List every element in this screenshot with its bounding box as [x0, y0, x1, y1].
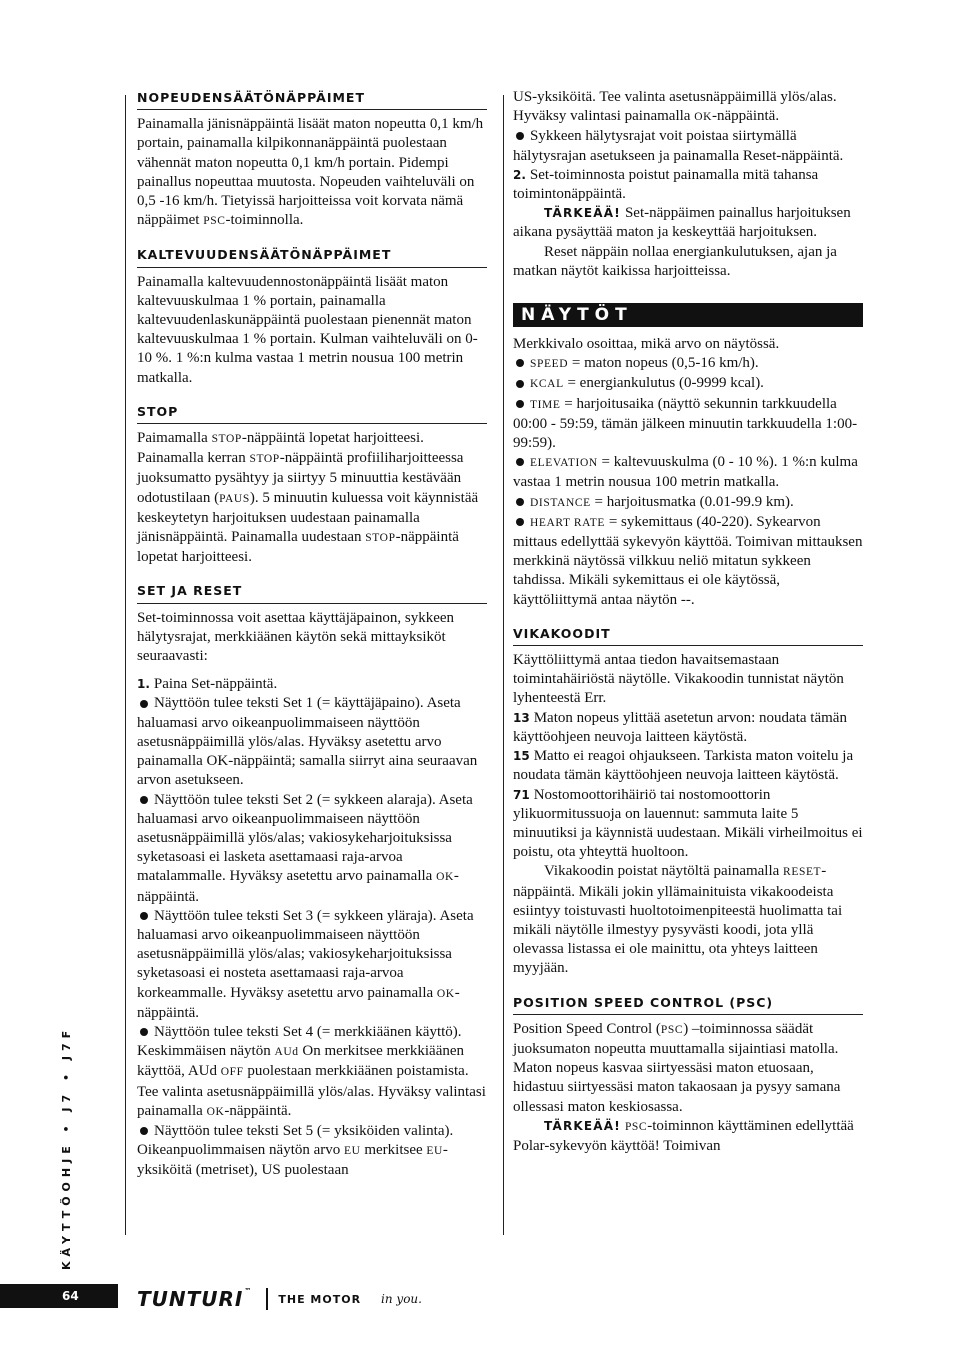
paragraph-setreset-intro: Set-toiminnossa voit asettaa käyttäjäpainon, sykkeen hälytysrajat, merkkiäänen käytön sekä mittayksiköt seuraavasti:: [137, 609, 455, 665]
paragraph-psc: Position Speed Control (PSC) –toiminnossa säädät juoksumaton nopeutta muuttamalla sijaintiasi matolla. Maton nopeus kasvaa siirtyessäsi maton etuosaan, hidastuu siirtyessäsi maton takaosaan ja pysyy samana ollessasi maton keskiosassa.: [513, 1020, 841, 1115]
bullet-alarm-reset: Sykkeen hälytysrajat voit poistaa siirtymällä hälytysrajan asetukseen ja painamalla Reset-näppäintä.: [513, 128, 844, 164]
left-column: [137, 88, 487, 1195]
paragraph-stop: Paimamalla STOP-näppäintä lopetat harjoitteesi. Painamalla kerran STOP-näppäintä profiiliharjoitteessa juoksumatto pysähtyy ja siirtyy 5 minuuttia kestävään odotustilaan (PAUS). 5 minuutin kuluessa voit käynnistää keskeytetyn harjoituksen uudestaan painamalla jänisnäppäintä. Painamalla uudestaan STOP-näppäintä lopetat harjoitteesi.: [137, 430, 479, 566]
note-reset: Reset näppäin nollaa energiankulutuksen, ajan ja matkan näytöt kaikissa harjoitteissa.: [513, 243, 837, 279]
note-psc-tarkeaa: TÄRKEÄÄ! PSC-toiminnon käyttäminen edellyttää Polar-sykevyön käyttöä! Toimivan: [513, 1117, 854, 1154]
paragraph-kaltevuus: Painamalla kaltevuudennostonäppäintä lisäät maton kaltevuuskulmaa 1 % portain, painamalla kaltevuudenlaskunäppäintä puolestaan pienennät maton kaltevuuskulmaa 1 % portain. Kulman vaihteluväli on 0-10 %. 1 %:n kulma vastaa 1 metrin nousua 100 metrin matkalla.: [137, 273, 478, 386]
display-item-elevation: ELEVATION = kaltevuuskulma (0 - 10 %). 1 %:n kulma vastaa 1 metrin nousua 100 metrin matkalla.: [513, 454, 858, 491]
banner-naytot: NÄYTÖT: [513, 303, 863, 327]
footer-divider: [266, 1288, 268, 1310]
display-item-distance: DISTANCE = harjoitusmatka (0.01-99.9 km).: [513, 493, 863, 513]
bullet-icon: [140, 700, 148, 708]
bullet-set3: Näyttöön tulee teksti Set 3 (= sykkeen yläraja). Aseta haluamasi arvo oikeanpuolimmaiseen näyttöön asetusnäppäimillä ylös/alas; vakiosykeharjoituksissa syketasoasi ei nosteta asettamaasi raja-arvoa korkeammalle. Hyväksy asetettu arvo painamalla OK-näppäintä.: [137, 907, 474, 1021]
error-code-71: 71 Nostomoottorihäiriö tai nostomoottorin ylikuormitussuoja on lauennut: sammuta laite 5 minuutiksi ja käynnistä uudestaan. Mikäli virheilmoitus ei poistu, ota yhteyttä huoltoon.: [513, 786, 863, 861]
section-setreset: [137, 581, 487, 1180]
display-item-heart-rate: HEART RATE = sykemittaus (40-220). Sykearvon mittaus edellyttää sykevyön käyttöä. Toimivan mittauksen merkkinä näytössä vilkkuu neliö mitatun sykkeen tahdissa. Mikäli sykemittaus ei ole käytössä, käyttöliittymä antaa näytön --.: [513, 513, 863, 608]
bullet-set1: Näyttöön tulee teksti Set 1 (= käyttäjäpaino). Aseta haluamasi arvo oikeanpuolimmaiseen näyttöön asetusnäppäimillä ylös/alas. Hyväksy asetettu arvo painamalla OK-näppäintä; samalla siirryt aina seuraavan arvon asetukseen.: [137, 695, 478, 789]
paragraph-nopeus: Painamalla jänisnäppäintä lisäät maton nopeutta 0,1 km/h portain, painamalla kilpikonnanäppäintä puolestaan vähennät maton nopeutta 0,1 km/h portain. Pidempi painallus nopeuttaa muutosta. Nopeuden vaihteluväli on 0,5 -16 km/h. Tietyissä harjoitteissa voit korvata nämä näppäimet PSC-toiminnolla.: [137, 116, 484, 229]
footer-tagline-in-you: in you.: [381, 1292, 422, 1306]
heading-vikakoodit: VIKAKOODIT: [513, 624, 863, 646]
bullet-icon: [516, 359, 524, 367]
bullet-icon: [516, 400, 524, 408]
error-code-13: 13 Maton nopeus ylittää asetetun arvon: noudata tämän käyttöohjeen neuvoja laitteen käytöstä.: [513, 709, 847, 745]
left-column-rule: [125, 95, 126, 1235]
paragraph-set5-continued: US-yksiköitä. Tee valinta asetusnäppäimillä ylös/alas. Hyväksy valintasi painamalla OK-näppäintä.: [513, 89, 837, 125]
bullet-icon: [516, 518, 524, 526]
error-code-15: 15 Matto ei reagoi ohjaukseen. Tarkista maton voitelu ja noudata tämän käyttöohjeen neuvoja laitteen käytöstä.: [513, 748, 854, 784]
section-stop: [137, 402, 487, 568]
heading-stop: STOP: [137, 402, 487, 424]
bullet-icon: [516, 498, 524, 506]
heading-psc: POSITION SPEED CONTROL (PSC): [513, 993, 863, 1015]
bullet-icon: [140, 1028, 148, 1036]
step-1: 1. Paina Set-näppäintä.: [137, 676, 278, 693]
heading-nopeus: NOPEUDENSÄÄTÖNÄPPÄIMET: [137, 88, 487, 110]
note-tarkeaa: TÄRKEÄÄ! Set-näppäimen painallus harjoituksen aikana pysäyttää maton ja keskeyttää harjoituksen.: [513, 205, 851, 241]
paragraph-vika-intro: Käyttöliittymä antaa tiedon havaitsemastaan toimintahäiriöstä näytölle. Vikakoodin tunnistat näytön lyhenteestä Err.: [513, 652, 844, 707]
display-item-speed: SPEED = maton nopeus (0,5-16 km/h).: [513, 354, 863, 374]
paragraph-vika-outro: Vikakoodin poistat näytöltä painamalla RESET-näppäintä. Mikäli jokin yllämainituista vikakoodeista esiintyy toistuvasti huoltotoimenpiteestä huolimatta tai mikäli näytölle ilmestyy pysyvästi koodi, jota yllä olevassa listassa ei ole mainittu, ota yhteys laitteen myyjään.: [513, 863, 843, 977]
paragraph-naytot-intro: Merkkivalo osoittaa, mikä arvo on näytössä.: [513, 336, 780, 353]
bullet-set2: Näyttöön tulee teksti Set 2 (= sykkeen alaraja). Aseta haluamasi arvo oikeanpuolimmaiseen näyttöön asetusnäppäimillä ylös/alas; vakiosykeharjoituksissa syketasoasi ei lasketa asettamaasi raja-arvoa matalammalle. Hyväksy asetettu arvo painamalla OK-näppäintä.: [137, 791, 473, 905]
right-column-rule: [503, 95, 504, 1235]
footer: [137, 1286, 422, 1312]
bullet-icon: [140, 796, 148, 804]
section-vikakoodit: [513, 624, 863, 979]
bullet-set4: Näyttöön tulee teksti Set 4 (= merkkiäänen käyttö). Keskimmäisen näytön AUd On merkitsee merkkiäänen käyttöä, AUd OFF puolestaan merkkiäänen poistamista. Tee valinta asetusnäppäimillä ylös/alas. Hyväksy valintasi painamalla OK-näppäintä.: [137, 1023, 486, 1119]
bullet-icon: [516, 380, 524, 388]
bullet-set5: Näyttöön tulee teksti Set 5 (= yksiköiden valinta). Oikeanpuolimmaisen näytön arvo EU merkitsee EU-yksiköitä (metriset), US puolestaan: [137, 1122, 454, 1179]
section-psc: [513, 993, 863, 1157]
display-item-kcal: KCAL = energiankulutus (0-9999 kcal).: [513, 374, 863, 394]
bullet-icon: [140, 1127, 148, 1135]
bullet-icon: [516, 458, 524, 466]
bullet-icon: [140, 912, 148, 920]
heading-kaltevuus: KALTEVUUDENSÄÄTÖNÄPPÄIMET: [137, 245, 487, 267]
heading-setreset: SET JA RESET: [137, 581, 487, 603]
side-label: KÄYTTÖOHJE • J7 • J7F: [60, 1025, 73, 1270]
section-nopeus: [137, 88, 487, 231]
step-2: 2. Set-toiminnosta poistut painamalla mitä tahansa toimintonäppäintä.: [513, 166, 819, 203]
footer-tagline-motor: THE MOTOR: [278, 1292, 362, 1306]
bullet-icon: [516, 132, 524, 140]
display-item-time: TIME = harjoitusaika (näyttö sekunnin tarkkuudella 00:00 - 59:59, tämän jälkeen minuutin tarkkuudella 1:00-99:59).: [513, 395, 858, 452]
right-column: [513, 88, 863, 1170]
section-kaltevuus: [137, 245, 487, 387]
tunturi-logo: TUNTURI™: [137, 1287, 253, 1311]
page-number: 64: [0, 1284, 118, 1308]
